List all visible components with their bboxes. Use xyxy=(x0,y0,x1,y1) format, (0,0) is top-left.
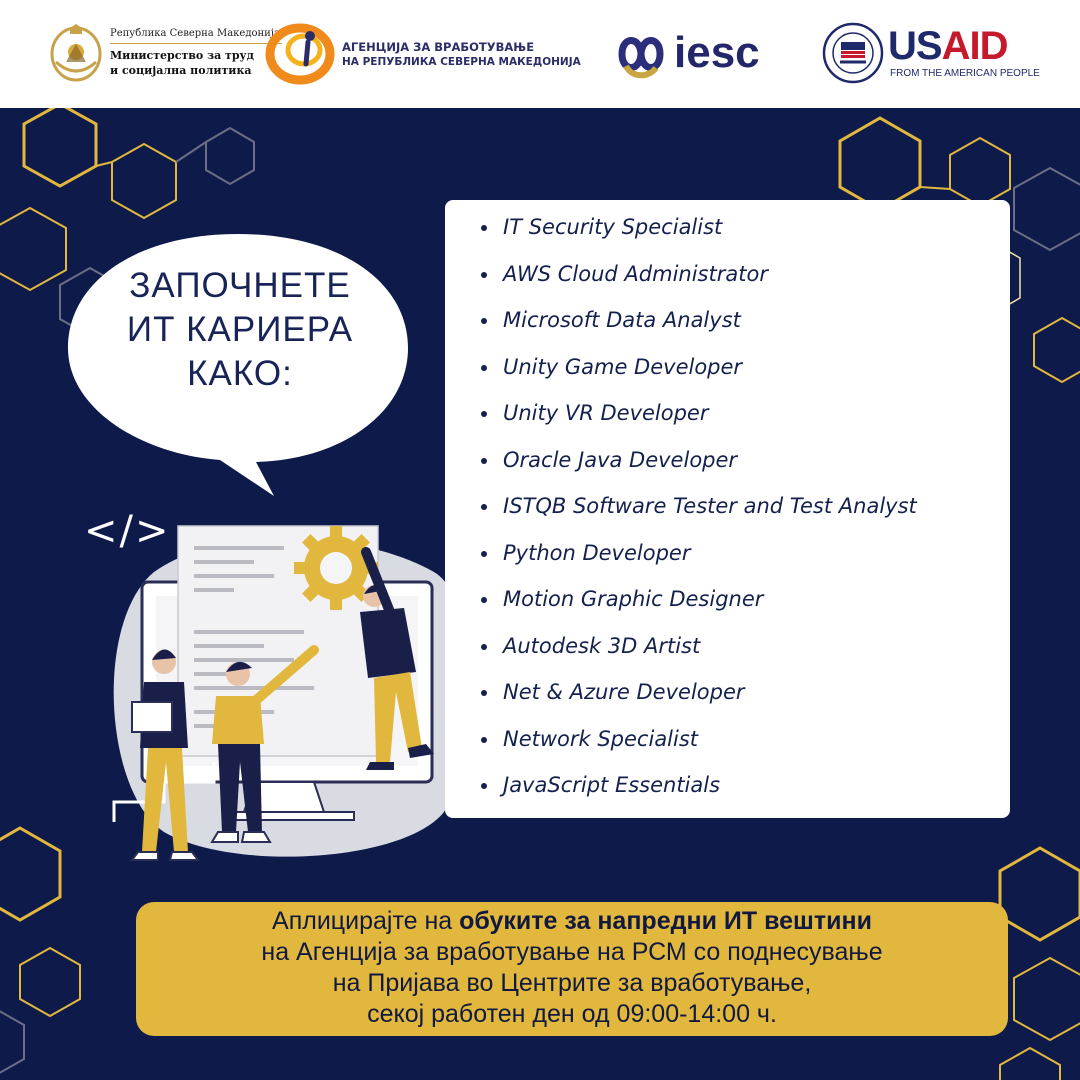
usaid-us: US xyxy=(888,24,942,68)
speech-bubble xyxy=(60,226,416,502)
banner-line1-prefix: Аплицирајте на xyxy=(272,907,460,935)
usaid-seal-icon xyxy=(822,22,884,84)
banner-line4: секој работен ден од 09:00-14:00 ч. xyxy=(367,1000,777,1028)
career-item-autodesk-3d: Autodesk 3D Artist xyxy=(479,627,917,674)
ministry-name-line1: Министерство за труд xyxy=(110,49,254,62)
ministry-logo xyxy=(48,22,280,84)
career-item-javascript: JavaScript Essentials xyxy=(479,766,917,813)
career-item-network: Network Specialist xyxy=(479,720,917,767)
career-item-unity-vr: Unity VR Developer xyxy=(479,394,917,441)
usaid-aid: AID xyxy=(941,24,1008,68)
career-list-card xyxy=(445,200,1010,818)
banner-line1-highlight: обуките за напредни ИТ вештини xyxy=(459,907,872,935)
career-item-python: Python Developer xyxy=(479,534,917,581)
logo-header-bar xyxy=(0,0,1080,108)
iesc-logo xyxy=(612,26,772,82)
macedonia-coat-of-arms-icon xyxy=(48,22,104,84)
banner-line1 xyxy=(136,906,1008,937)
banner-text xyxy=(136,906,1008,1030)
iesc-wordmark: iesc xyxy=(674,28,760,77)
bubble-heading-line2: ИТ КАРИЕРА xyxy=(126,310,354,349)
ministry-name xyxy=(110,48,290,78)
career-item-microsoft-data: Microsoft Data Analyst xyxy=(479,301,917,348)
bubble-heading xyxy=(60,264,420,396)
career-item-net-azure: Net & Azure Developer xyxy=(479,673,917,720)
banner-line3: на Пријава во Центрите за вработување, xyxy=(332,969,812,997)
career-item-istqb-tester: ISTQB Software Tester and Test Analyst xyxy=(479,487,917,534)
ministry-divider xyxy=(110,43,282,44)
agency-swirl-icon xyxy=(264,20,338,86)
career-item-aws-cloud: AWS Cloud Administrator xyxy=(479,255,917,302)
ministry-name-line2: и социјална политика xyxy=(110,64,252,77)
career-list xyxy=(479,208,917,813)
agency-name-line1: АГЕНЦИЈА ЗА ВРАБОТУВАЊЕ xyxy=(342,40,535,54)
agency-name-line2: НА РЕПУБЛИКА СЕВЕРНА МАКЕДОНИЈА xyxy=(342,56,581,68)
code-brackets-icon: </> xyxy=(84,508,171,554)
career-item-it-security: IT Security Specialist xyxy=(479,208,917,255)
ministry-republic-text: Република Северна Македонија xyxy=(110,28,280,39)
application-info-banner xyxy=(136,902,1008,1036)
employment-agency-logo xyxy=(264,20,581,86)
usaid-tagline: FROM THE AMERICAN PEOPLE xyxy=(890,68,1040,79)
bubble-heading-line1: ЗАПОЧНЕТЕ xyxy=(129,266,351,305)
bubble-heading-line3: КАКО: xyxy=(187,354,293,393)
career-item-oracle-java: Oracle Java Developer xyxy=(479,441,917,488)
usaid-wordmark xyxy=(888,24,1007,69)
usaid-logo xyxy=(822,22,1042,86)
banner-line2: на Агенција за вработување на РСМ со поднесување xyxy=(261,938,883,966)
iesc-infinity-icon xyxy=(612,26,670,82)
career-item-motion-graphic: Motion Graphic Designer xyxy=(479,580,917,627)
career-item-unity-game: Unity Game Developer xyxy=(479,348,917,395)
developers-illustration xyxy=(104,512,474,872)
